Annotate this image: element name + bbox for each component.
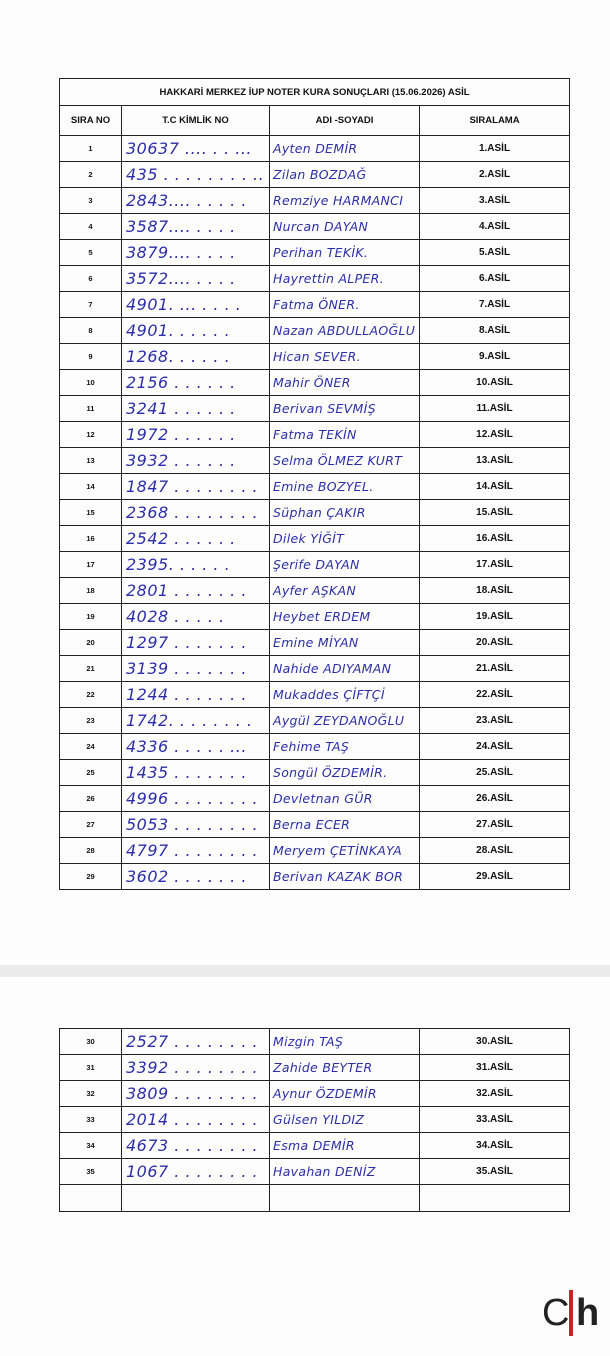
row-tc-kimlik-no: 1244 . . . . . . . xyxy=(122,682,270,708)
row-adi-soyadi: Songül ÖZDEMİR. xyxy=(270,760,420,786)
row-sira-no: 15 xyxy=(60,500,122,526)
row-siralama: 5.ASİL xyxy=(420,240,570,266)
table-row xyxy=(60,266,570,292)
table-row xyxy=(60,240,570,266)
empty-cell xyxy=(60,1185,122,1212)
row-siralama: 31.ASİL xyxy=(420,1055,570,1081)
row-sira-no: 7 xyxy=(60,292,122,318)
row-sira-no: 13 xyxy=(60,448,122,474)
row-sira-no: 33 xyxy=(60,1107,122,1133)
row-tc-kimlik-no: 3241 . . . . . . xyxy=(122,396,270,422)
row-tc-kimlik-no: 3932 . . . . . . xyxy=(122,448,270,474)
row-tc-kimlik-no: 30637 .... . . ... xyxy=(122,136,270,162)
row-siralama: 29.ASİL xyxy=(420,864,570,890)
table-row xyxy=(60,136,570,162)
row-tc-kimlik-no: 1435 . . . . . . . xyxy=(122,760,270,786)
table-row xyxy=(60,1159,570,1185)
row-sira-no: 20 xyxy=(60,630,122,656)
table-row xyxy=(60,630,570,656)
row-adi-soyadi: Nazan ABDULLAOĞLU xyxy=(270,318,420,344)
row-adi-soyadi: Aygül ZEYDANOĞLU xyxy=(270,708,420,734)
row-sira-no: 12 xyxy=(60,422,122,448)
row-sira-no: 27 xyxy=(60,812,122,838)
row-adi-soyadi: Heybet ERDEM xyxy=(270,604,420,630)
row-sira-no: 31 xyxy=(60,1055,122,1081)
row-siralama: 18.ASİL xyxy=(420,578,570,604)
row-tc-kimlik-no: 3602 . . . . . . . xyxy=(122,864,270,890)
row-tc-kimlik-no: 4996 . . . . . . . . xyxy=(122,786,270,812)
row-tc-kimlik-no: 2395. . . . . . xyxy=(122,552,270,578)
row-siralama: 32.ASİL xyxy=(420,1081,570,1107)
row-adi-soyadi: Mahir ÖNER xyxy=(270,370,420,396)
row-tc-kimlik-no: 2843.... . . . . . xyxy=(122,188,270,214)
table-row xyxy=(60,838,570,864)
empty-cell xyxy=(420,1185,570,1212)
row-tc-kimlik-no: 4673 . . . . . . . . xyxy=(122,1133,270,1159)
table-row xyxy=(60,344,570,370)
row-tc-kimlik-no: 5053 . . . . . . . . xyxy=(122,812,270,838)
table-row xyxy=(60,864,570,890)
logo-red-bar xyxy=(569,1290,573,1336)
row-tc-kimlik-no: 2542 . . . . . . xyxy=(122,526,270,552)
table-row xyxy=(60,396,570,422)
table-row xyxy=(60,734,570,760)
row-sira-no: 9 xyxy=(60,344,122,370)
row-tc-kimlik-no: 3139 . . . . . . . xyxy=(122,656,270,682)
row-adi-soyadi: Berivan SEVMİŞ xyxy=(270,396,420,422)
header-siralama: SIRALAMA xyxy=(420,106,570,136)
row-adi-soyadi: Gülsen YILDIZ xyxy=(270,1107,420,1133)
row-sira-no: 5 xyxy=(60,240,122,266)
row-tc-kimlik-no: 1742. . . . . . . . xyxy=(122,708,270,734)
table-row xyxy=(60,526,570,552)
table-row xyxy=(60,370,570,396)
row-sira-no: 19 xyxy=(60,604,122,630)
row-sira-no: 32 xyxy=(60,1081,122,1107)
row-tc-kimlik-no: 4797 . . . . . . . . xyxy=(122,838,270,864)
row-siralama: 21.ASİL xyxy=(420,656,570,682)
empty-row xyxy=(60,1185,570,1212)
row-adi-soyadi: Esma DEMİR xyxy=(270,1133,420,1159)
row-adi-soyadi: Zahide BEYTER xyxy=(270,1055,420,1081)
row-siralama: 9.ASİL xyxy=(420,344,570,370)
empty-cell xyxy=(270,1185,420,1212)
table-row xyxy=(60,474,570,500)
row-siralama: 17.ASİL xyxy=(420,552,570,578)
table-row xyxy=(60,1107,570,1133)
row-adi-soyadi: Nurcan DAYAN xyxy=(270,214,420,240)
row-tc-kimlik-no: 1297 . . . . . . . xyxy=(122,630,270,656)
row-sira-no: 24 xyxy=(60,734,122,760)
row-siralama: 20.ASİL xyxy=(420,630,570,656)
row-siralama: 12.ASİL xyxy=(420,422,570,448)
row-sira-no: 26 xyxy=(60,786,122,812)
row-siralama: 13.ASİL xyxy=(420,448,570,474)
empty-cell xyxy=(122,1185,270,1212)
table-row xyxy=(60,500,570,526)
row-sira-no: 8 xyxy=(60,318,122,344)
row-tc-kimlik-no: 1067 . . . . . . . . xyxy=(122,1159,270,1185)
row-siralama: 1.ASİL xyxy=(420,136,570,162)
row-sira-no: 3 xyxy=(60,188,122,214)
row-siralama: 34.ASİL xyxy=(420,1133,570,1159)
row-adi-soyadi: Zilan BOZDAĞ xyxy=(270,162,420,188)
row-adi-soyadi: Fehime TAŞ xyxy=(270,734,420,760)
row-sira-no: 35 xyxy=(60,1159,122,1185)
row-adi-soyadi: Hayrettin ALPER. xyxy=(270,266,420,292)
row-sira-no: 28 xyxy=(60,838,122,864)
table-row xyxy=(60,578,570,604)
row-tc-kimlik-no: 2527 . . . . . . . . xyxy=(122,1029,270,1055)
row-siralama: 26.ASİL xyxy=(420,786,570,812)
row-adi-soyadi: Aynur ÖZDEMİR xyxy=(270,1081,420,1107)
logo-letter-c: C xyxy=(542,1292,570,1334)
row-tc-kimlik-no: 3392 . . . . . . . . xyxy=(122,1055,270,1081)
row-siralama: 4.ASİL xyxy=(420,214,570,240)
row-siralama: 30.ASİL xyxy=(420,1029,570,1055)
page-separator xyxy=(0,965,610,977)
row-tc-kimlik-no: 3809 . . . . . . . . xyxy=(122,1081,270,1107)
row-sira-no: 6 xyxy=(60,266,122,292)
row-adi-soyadi: Şerife DAYAN xyxy=(270,552,420,578)
table-row xyxy=(60,812,570,838)
results-table-page-1 xyxy=(59,78,570,890)
row-adi-soyadi: Berivan KAZAK BOR xyxy=(270,864,420,890)
row-sira-no: 14 xyxy=(60,474,122,500)
row-sira-no: 4 xyxy=(60,214,122,240)
row-tc-kimlik-no: 4901. . . . . . xyxy=(122,318,270,344)
row-sira-no: 23 xyxy=(60,708,122,734)
row-sira-no: 29 xyxy=(60,864,122,890)
table-row xyxy=(60,214,570,240)
row-sira-no: 16 xyxy=(60,526,122,552)
row-sira-no: 10 xyxy=(60,370,122,396)
row-sira-no: 1 xyxy=(60,136,122,162)
row-siralama: 16.ASİL xyxy=(420,526,570,552)
table-row xyxy=(60,656,570,682)
row-adi-soyadi: Mukaddes ÇİFTÇİ xyxy=(270,682,420,708)
row-adi-soyadi: Hican SEVER. xyxy=(270,344,420,370)
row-siralama: 23.ASİL xyxy=(420,708,570,734)
row-tc-kimlik-no: 2156 . . . . . . xyxy=(122,370,270,396)
document-title: HAKKARİ MERKEZ İUP NOTER KURA SONUÇLARI (15.06.2026) ASİL xyxy=(60,79,570,106)
row-adi-soyadi: Emine MİYAN xyxy=(270,630,420,656)
row-sira-no: 22 xyxy=(60,682,122,708)
table-row xyxy=(60,786,570,812)
row-tc-kimlik-no: 4336 . . . . . ... xyxy=(122,734,270,760)
row-sira-no: 11 xyxy=(60,396,122,422)
table-row xyxy=(60,1055,570,1081)
row-siralama: 19.ASİL xyxy=(420,604,570,630)
row-adi-soyadi: Süphan ÇAKIR xyxy=(270,500,420,526)
row-adi-soyadi: Nahide ADIYAMAN xyxy=(270,656,420,682)
table-row xyxy=(60,604,570,630)
row-sira-no: 21 xyxy=(60,656,122,682)
row-siralama: 2.ASİL xyxy=(420,162,570,188)
row-adi-soyadi: Devletnan GÜR xyxy=(270,786,420,812)
row-sira-no: 34 xyxy=(60,1133,122,1159)
row-tc-kimlik-no: 3587.... . . . . xyxy=(122,214,270,240)
row-siralama: 7.ASİL xyxy=(420,292,570,318)
row-adi-soyadi: Dilek YİĞİT xyxy=(270,526,420,552)
row-siralama: 15.ASİL xyxy=(420,500,570,526)
row-siralama: 14.ASİL xyxy=(420,474,570,500)
row-siralama: 8.ASİL xyxy=(420,318,570,344)
row-adi-soyadi: Ayfer AŞKAN xyxy=(270,578,420,604)
row-siralama: 3.ASİL xyxy=(420,188,570,214)
table-row xyxy=(60,318,570,344)
row-sira-no: 25 xyxy=(60,760,122,786)
row-adi-soyadi: Havahan DENİZ xyxy=(270,1159,420,1185)
table-row xyxy=(60,448,570,474)
header-sira-no: SIRA NO xyxy=(60,106,122,136)
row-adi-soyadi: Perihan TEKİK. xyxy=(270,240,420,266)
row-siralama: 27.ASİL xyxy=(420,812,570,838)
row-tc-kimlik-no: 1847 . . . . . . . . xyxy=(122,474,270,500)
watermark-logo xyxy=(542,1290,602,1336)
table-row xyxy=(60,1133,570,1159)
table-row xyxy=(60,162,570,188)
row-adi-soyadi: Selma ÖLMEZ KURT xyxy=(270,448,420,474)
table-row xyxy=(60,760,570,786)
row-tc-kimlik-no: 435 . . . . . . . . .. xyxy=(122,162,270,188)
row-siralama: 10.ASİL xyxy=(420,370,570,396)
row-sira-no: 2 xyxy=(60,162,122,188)
row-tc-kimlik-no: 1268. . . . . . xyxy=(122,344,270,370)
row-adi-soyadi: Fatma TEKİN xyxy=(270,422,420,448)
logo-letter-h: h xyxy=(576,1292,600,1334)
row-tc-kimlik-no: 3879.... . . . . xyxy=(122,240,270,266)
row-siralama: 11.ASİL xyxy=(420,396,570,422)
table-row xyxy=(60,1081,570,1107)
row-siralama: 6.ASİL xyxy=(420,266,570,292)
row-tc-kimlik-no: 4028 . . . . . xyxy=(122,604,270,630)
table-row xyxy=(60,188,570,214)
row-siralama: 24.ASİL xyxy=(420,734,570,760)
table-row xyxy=(60,682,570,708)
row-tc-kimlik-no: 4901. ... . . . . xyxy=(122,292,270,318)
row-siralama: 33.ASİL xyxy=(420,1107,570,1133)
row-sira-no: 30 xyxy=(60,1029,122,1055)
table-row xyxy=(60,1029,570,1055)
row-tc-kimlik-no: 2368 . . . . . . . . xyxy=(122,500,270,526)
row-tc-kimlik-no: 2801 . . . . . . . xyxy=(122,578,270,604)
row-sira-no: 18 xyxy=(60,578,122,604)
row-tc-kimlik-no: 1972 . . . . . . xyxy=(122,422,270,448)
row-adi-soyadi: Berna ECER xyxy=(270,812,420,838)
table-row xyxy=(60,422,570,448)
table-row xyxy=(60,708,570,734)
row-siralama: 28.ASİL xyxy=(420,838,570,864)
row-adi-soyadi: Ayten DEMİR xyxy=(270,136,420,162)
row-sira-no: 17 xyxy=(60,552,122,578)
table-row xyxy=(60,292,570,318)
row-adi-soyadi: Emine BOZYEL. xyxy=(270,474,420,500)
table-row xyxy=(60,552,570,578)
row-adi-soyadi: Meryem ÇETİNKAYA xyxy=(270,838,420,864)
row-adi-soyadi: Mizgin TAŞ xyxy=(270,1029,420,1055)
row-siralama: 22.ASİL xyxy=(420,682,570,708)
row-adi-soyadi: Fatma ÖNER. xyxy=(270,292,420,318)
header-adi-soyadi: ADI -SOYADI xyxy=(270,106,420,136)
results-table-page-2 xyxy=(59,1028,570,1212)
row-siralama: 35.ASİL xyxy=(420,1159,570,1185)
row-adi-soyadi: Remziye HARMANCI xyxy=(270,188,420,214)
row-tc-kimlik-no: 2014 . . . . . . . . xyxy=(122,1107,270,1133)
row-tc-kimlik-no: 3572.... . . . . xyxy=(122,266,270,292)
header-tc-kimlik-no: T.C KİMLİK NO xyxy=(122,106,270,136)
row-siralama: 25.ASİL xyxy=(420,760,570,786)
